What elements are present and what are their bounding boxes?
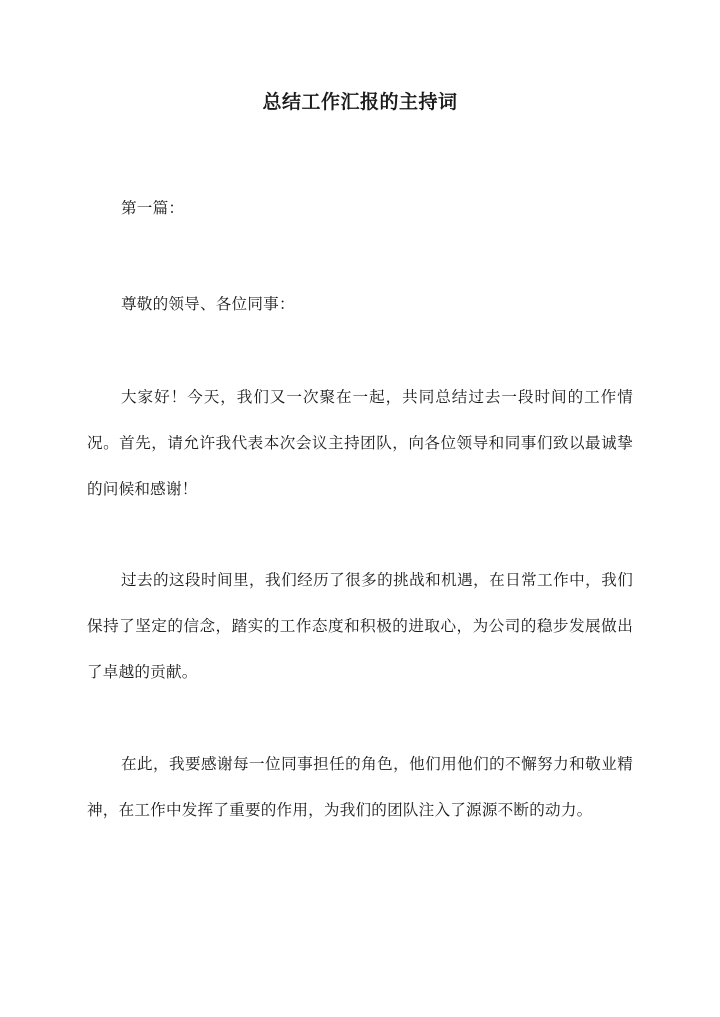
thanks-paragraph: 在此，我要感谢每一位同事担任的角色，他们用他们的不懈努力和敬业精神，在工作中发挥了重要的作用，为我们的团队注入了源源不断的动力。 (87, 755, 633, 819)
review-paragraph: 过去的这段时间里，我们经历了很多的挑战和机遇，在日常工作中，我们保持了坚定的信念，踏实的工作态度和积极的进取心，为公司的稳步发展做出了卓越的贡献。 (87, 571, 633, 681)
salutation-paragraph: 尊敬的领导、各位同事： (121, 295, 295, 313)
greeting-paragraph: 大家好！今天，我们又一次聚在一起，共同总结过去一段时间的工作情况。首先，请允许我代表本次会议主持团队，向各位领导和同事们致以最诚挚的问候和感谢！ (87, 388, 633, 498)
document-title: 总结工作汇报的主持词 (262, 91, 458, 113)
section-heading: 第一篇： (121, 199, 185, 217)
